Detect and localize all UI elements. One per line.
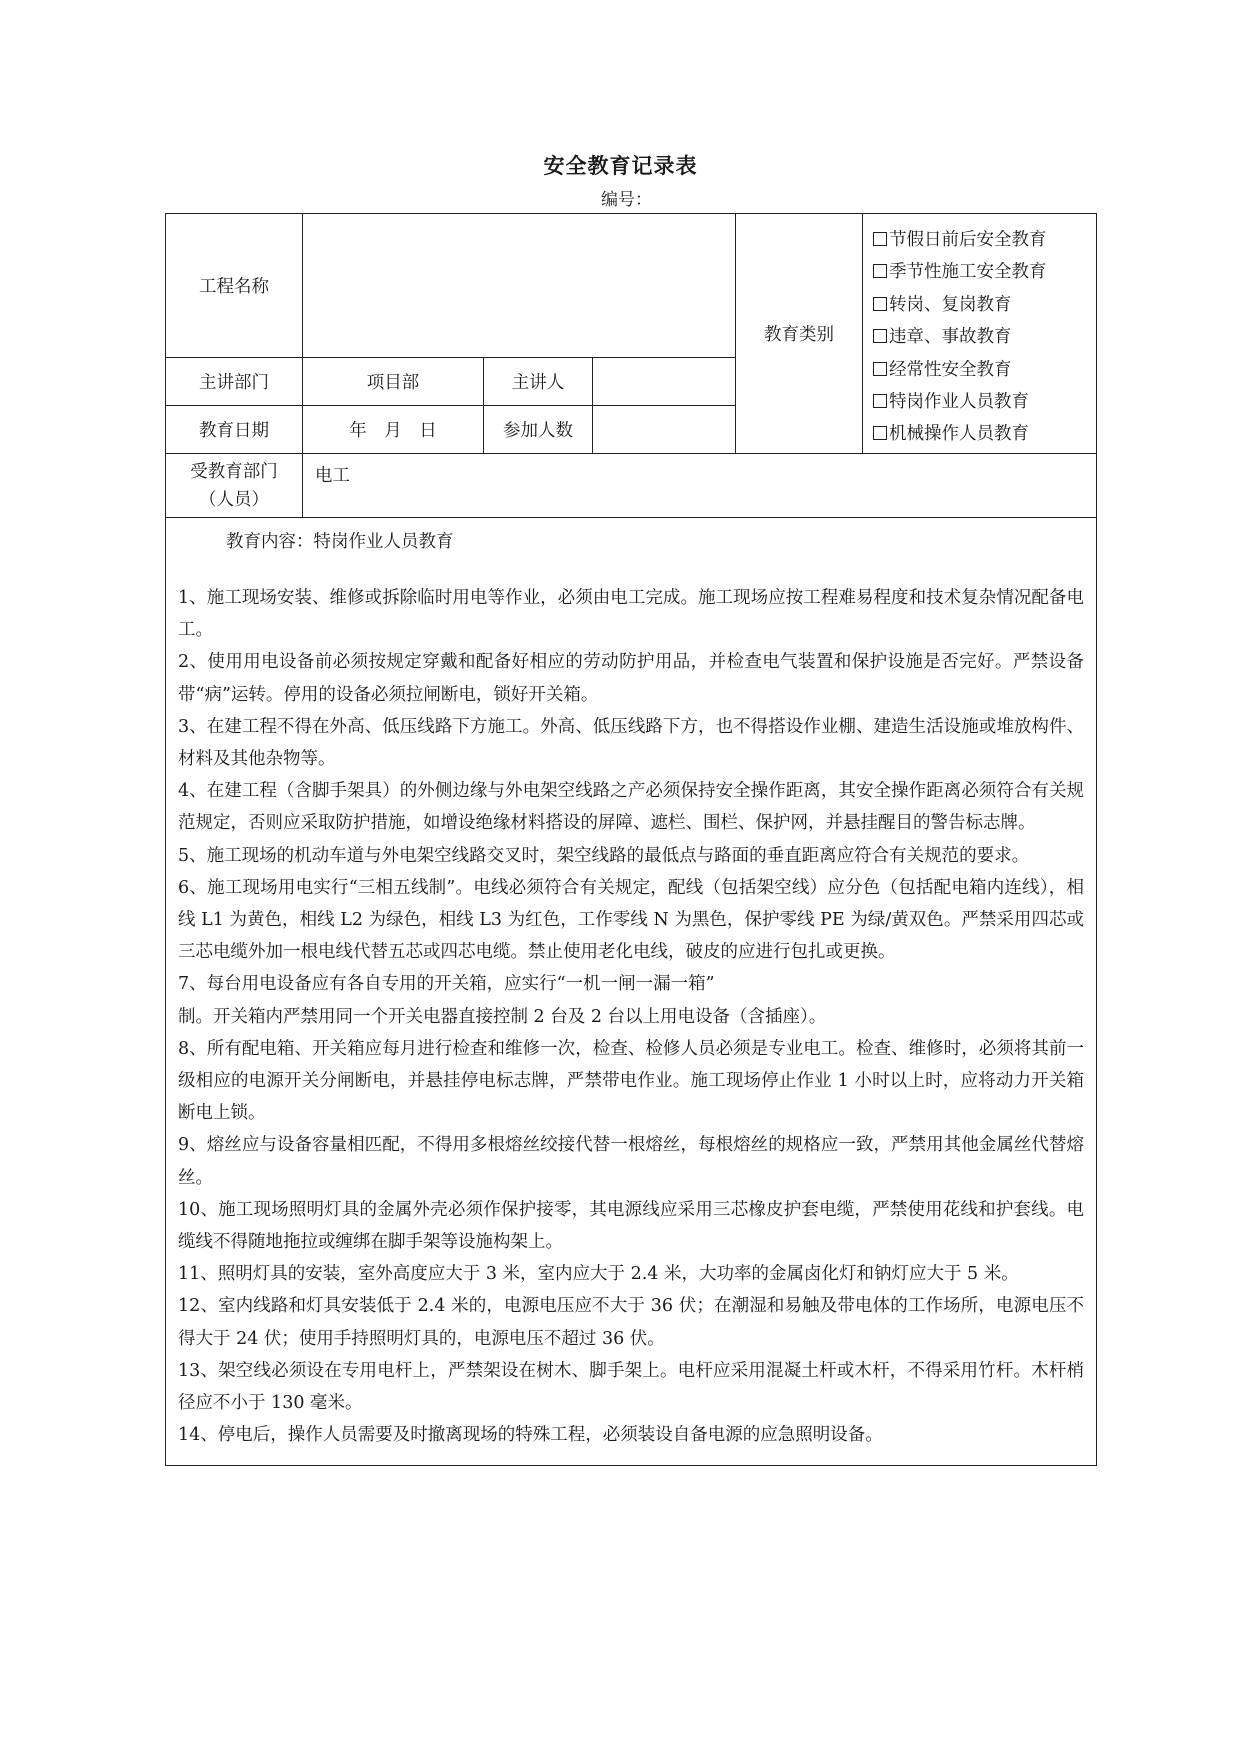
project-name-field[interactable] bbox=[303, 214, 736, 358]
lecture-department-label: 主讲部门 bbox=[166, 358, 303, 406]
education-type-option[interactable] bbox=[873, 256, 1096, 288]
education-type-option[interactable] bbox=[873, 386, 1096, 418]
content-item: 12、室内线路和灯具安装低于 2.4 米的，电源电压应不大于 36 伏；在潮湿和易触及带电体的工作场所，电源电压不得大于 24 伏；使用手持照明灯具的，电源电压不超过 36 伏。 bbox=[178, 1296, 1085, 1349]
education-content-section bbox=[166, 518, 1097, 1466]
serial-number-label: 编号： bbox=[601, 190, 652, 210]
education-type-option[interactable] bbox=[873, 354, 1096, 386]
content-item: 13、架空线必须设在专用电杆上，严禁架设在树木、脚手架上。电杆应采用混凝土杆或木杆，不得采用竹杆。木杆梢径应不小于 130 毫米。 bbox=[178, 1360, 1085, 1414]
content-item: 14、停电后，操作人员需要及时撤离现场的特殊工程，必须装设自备电源的应急照明设备。 bbox=[178, 1425, 883, 1446]
education-type-label: 教育类别 bbox=[736, 214, 863, 454]
education-date-value[interactable]: 年 月 日 bbox=[303, 406, 484, 454]
education-type-option-label: 违章、事故教育 bbox=[889, 327, 1012, 348]
education-type-option[interactable] bbox=[873, 321, 1096, 353]
attendees-count-label: 参加人数 bbox=[484, 406, 593, 454]
education-type-option[interactable] bbox=[873, 418, 1096, 450]
checkbox-icon[interactable] bbox=[873, 329, 887, 343]
content-item: 7、每台用电设备应有各自专用的开关箱，应实行“一机一闸一漏一箱” bbox=[178, 974, 715, 995]
trained-department-label-line2: （人员） bbox=[199, 489, 269, 510]
education-type-option[interactable] bbox=[873, 289, 1096, 321]
education-type-options bbox=[863, 214, 1097, 454]
project-name-label: 工程名称 bbox=[166, 214, 303, 358]
trained-department-label bbox=[166, 454, 303, 518]
checkbox-icon[interactable] bbox=[873, 264, 887, 278]
content-item: 3、在建工程不得在外高、低压线路下方施工。外高、低压线路下方，也不得搭设作业棚、建造生活设施或堆放构件、材料及其他杂物等。 bbox=[178, 716, 1085, 770]
education-date-label: 教育日期 bbox=[166, 406, 303, 454]
checkbox-icon[interactable] bbox=[873, 232, 887, 246]
education-record-table bbox=[165, 213, 1097, 1466]
content-item: 4、在建工程（含脚手架具）的外侧边缘与外电架空线路之产必须保持安全操作距离，其安全操作距离必须符合有关规范规定，否则应采取防护措施，如增设绝缘材料搭设的屏障、遮栏、围栏、保护网，并悬挂醒目的警告标志牌。 bbox=[178, 781, 1085, 834]
document-title: 安全教育记录表 bbox=[543, 153, 698, 178]
trained-department-label-line1: 受教育部门 bbox=[190, 461, 278, 482]
content-item: 8、所有配电箱、开关箱应每月进行检查和维修一次，检查、检修人员必须是专业电工。检查、维修时，必须将其前一级相应的电源开关分闸断电，并悬挂停电标志牌，严禁带电作业。施工现场停止作业 1 小时以上时，应将动力开关箱断电上锁。 bbox=[178, 1038, 1085, 1124]
checkbox-icon[interactable] bbox=[873, 426, 887, 440]
attendees-count-field[interactable] bbox=[593, 406, 736, 454]
education-type-option-label: 特岗作业人员教育 bbox=[889, 392, 1030, 413]
content-item: 11、照明灯具的安装，室外高度应大于 3 米，室内应大于 2.4 米，大功率的金属卤化灯和钠灯应大于 5 米。 bbox=[178, 1264, 1019, 1285]
checkbox-icon[interactable] bbox=[873, 394, 887, 408]
content-item: 1、施工现场安装、维修或拆除临时用电等作业，必须由电工完成。施工现场应按工程难易程度和技术复杂情况配备电工。 bbox=[178, 588, 1085, 641]
lecturer-field[interactable] bbox=[593, 358, 736, 406]
content-item: 制。开关箱内严禁用同一个开关电器直接控制 2 台及 2 台以上用电设备（含插座）。 bbox=[178, 1006, 827, 1027]
education-content-list bbox=[178, 582, 1084, 1451]
content-item: 5、施工现场的机动车道与外电架空线路交叉时，架空线路的最低点与路面的垂直距离应符合有关规范的要求。 bbox=[178, 845, 1030, 866]
education-type-option[interactable] bbox=[873, 224, 1096, 256]
lecture-department-value[interactable]: 项目部 bbox=[303, 358, 484, 406]
checkbox-icon[interactable] bbox=[873, 362, 887, 376]
content-item: 2、使用用电设备前必须按规定穿戴和配备好相应的劳动防护用品，并检查电气装置和保护设施是否完好。严禁设备带“病”运转。停用的设备必须拉闸断电，锁好开关箱。 bbox=[178, 652, 1085, 705]
checkbox-icon[interactable] bbox=[873, 297, 887, 311]
education-type-option-label: 节假日前后安全教育 bbox=[889, 230, 1047, 250]
lecturer-label: 主讲人 bbox=[484, 358, 593, 406]
education-type-option-label: 转岗、复岗教育 bbox=[889, 294, 1012, 315]
content-item: 6、施工现场用电实行“三相五线制”。电线必须符合有关规定，配线（包括架空线）应分色（包括配电箱内连线），相线 L1 为黄色，相线 L2 为绿色，相线 L3 为红色，工作零线 N 为黑色，保护零线 PE 为绿/黄双色。严禁采用四芯或三芯电缆外加一根电线代替五芯或四芯电缆。禁止使用老化电线，破皮的应进行包扎或更换。 bbox=[178, 877, 1085, 963]
education-type-option-label: 经常性安全教育 bbox=[889, 359, 1012, 380]
trained-department-value[interactable]: 电工 bbox=[303, 454, 1097, 518]
education-content-heading: 教育内容：特岗作业人员教育 bbox=[226, 532, 454, 552]
content-item: 9、熔丝应与设备容量相匹配，不得用多根熔丝绞接代替一根熔丝，每根熔丝的规格应一致，严禁用其他金属丝代替熔丝。 bbox=[178, 1135, 1085, 1188]
education-type-option-label: 季节性施工安全教育 bbox=[889, 262, 1047, 283]
education-type-option-label: 机械操作人员教育 bbox=[889, 424, 1030, 445]
content-item: 10、施工现场照明灯具的金属外壳必须作保护接零，其电源线应采用三芯橡皮护套电缆，严禁使用花线和护套线。电缆线不得随地拖拉或缠绑在脚手架等设施构架上。 bbox=[178, 1199, 1085, 1253]
